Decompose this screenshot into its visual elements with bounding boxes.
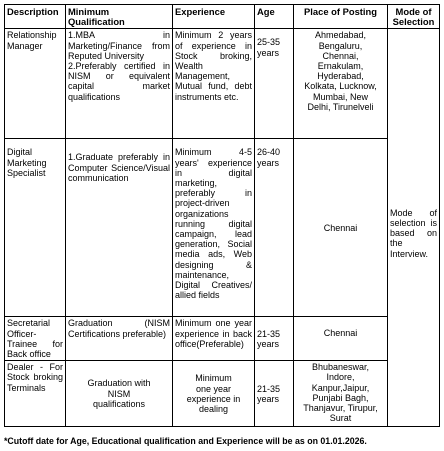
age-value: 25-35 years	[257, 37, 281, 58]
header-place-of-posting: Place of Posting	[294, 5, 388, 29]
qualification-value: 1.Graduate preferably in Computer Science/Visual communication	[68, 152, 170, 183]
cell-experience	[173, 139, 255, 317]
cell-place-of-posting: Bhubaneswar, Indore, Kanpur,Jaipur, Punjabi Bagh, Thanjavur, Tirupur, Surat	[294, 361, 388, 427]
cell-description	[5, 139, 66, 317]
table-row	[5, 317, 440, 361]
cell-description: Relationship Manager	[5, 29, 66, 139]
footnote: *Cutoff date for Age, Educational qualification and Experience will be as on 01.01.2026.	[4, 436, 367, 446]
recruitment-table-container	[4, 4, 439, 427]
cell-place-of-posting: Chennai	[294, 317, 388, 361]
cell-age	[255, 29, 294, 139]
cell-description: Secretarial Officer- Trainee for Back office	[5, 317, 66, 361]
table-row	[5, 29, 440, 139]
cell-age: 21-35 years	[255, 361, 294, 427]
header-description: Description	[5, 5, 66, 29]
cell-experience: Minimum one year experience in back office(Preferable)	[173, 317, 255, 361]
header-row	[5, 5, 440, 29]
age-value: 26-40 years	[257, 147, 281, 168]
table-row	[5, 139, 440, 317]
cell-qualification: 1.MBA in Marketing/Finance from Reputed University 2.Preferably certified in NISM or equivalent capital market qualifications	[66, 29, 173, 139]
cell-experience: Minimum 2 years of experience in Stock broking, Wealth Management, Mutual fund, debt instruments etc.	[173, 29, 255, 139]
header-minimum-qualification: Minimum Qualification	[66, 5, 173, 29]
table-row	[5, 361, 440, 427]
cell-qualification	[66, 139, 173, 317]
cell-age	[255, 139, 294, 317]
cell-age: 21-35 years	[255, 317, 294, 361]
cell-place-of-posting: Ahmedabad, Bengaluru, Chennai, Ernakulam, Hyderabad, Kolkata, Lucknow, Mumbai, New Delhi, Tirunelveli	[294, 29, 388, 139]
cell-place-of-posting: Chennai	[294, 139, 388, 317]
cell-qualification: Graduation (NISM Certifications preferable)	[66, 317, 173, 361]
header-age: Age	[255, 5, 294, 29]
cell-experience: Minimum one year experience in dealing	[173, 361, 255, 427]
cell-qualification: Graduation with NISM qualifications	[66, 361, 173, 427]
description-value: Digital Marketing Specialist	[7, 147, 47, 178]
cell-mode-of-selection	[388, 29, 440, 427]
cell-description: Dealer - For Stock broking Terminals	[5, 361, 66, 427]
recruitment-table	[4, 4, 440, 427]
mode-of-selection-text: Mode of selection is based on the Interview.	[390, 207, 437, 259]
header-experience: Experience	[173, 5, 255, 29]
header-mode-of-selection: Mode of Selection	[388, 5, 440, 29]
experience-value: Minimum 4-5 years' experience in digital marketing, preferably in project-driven organizations running digital campaign, lead generation, Social media ads, Web designing & maintenance, Digital Creatives/ allied fields	[175, 147, 252, 301]
